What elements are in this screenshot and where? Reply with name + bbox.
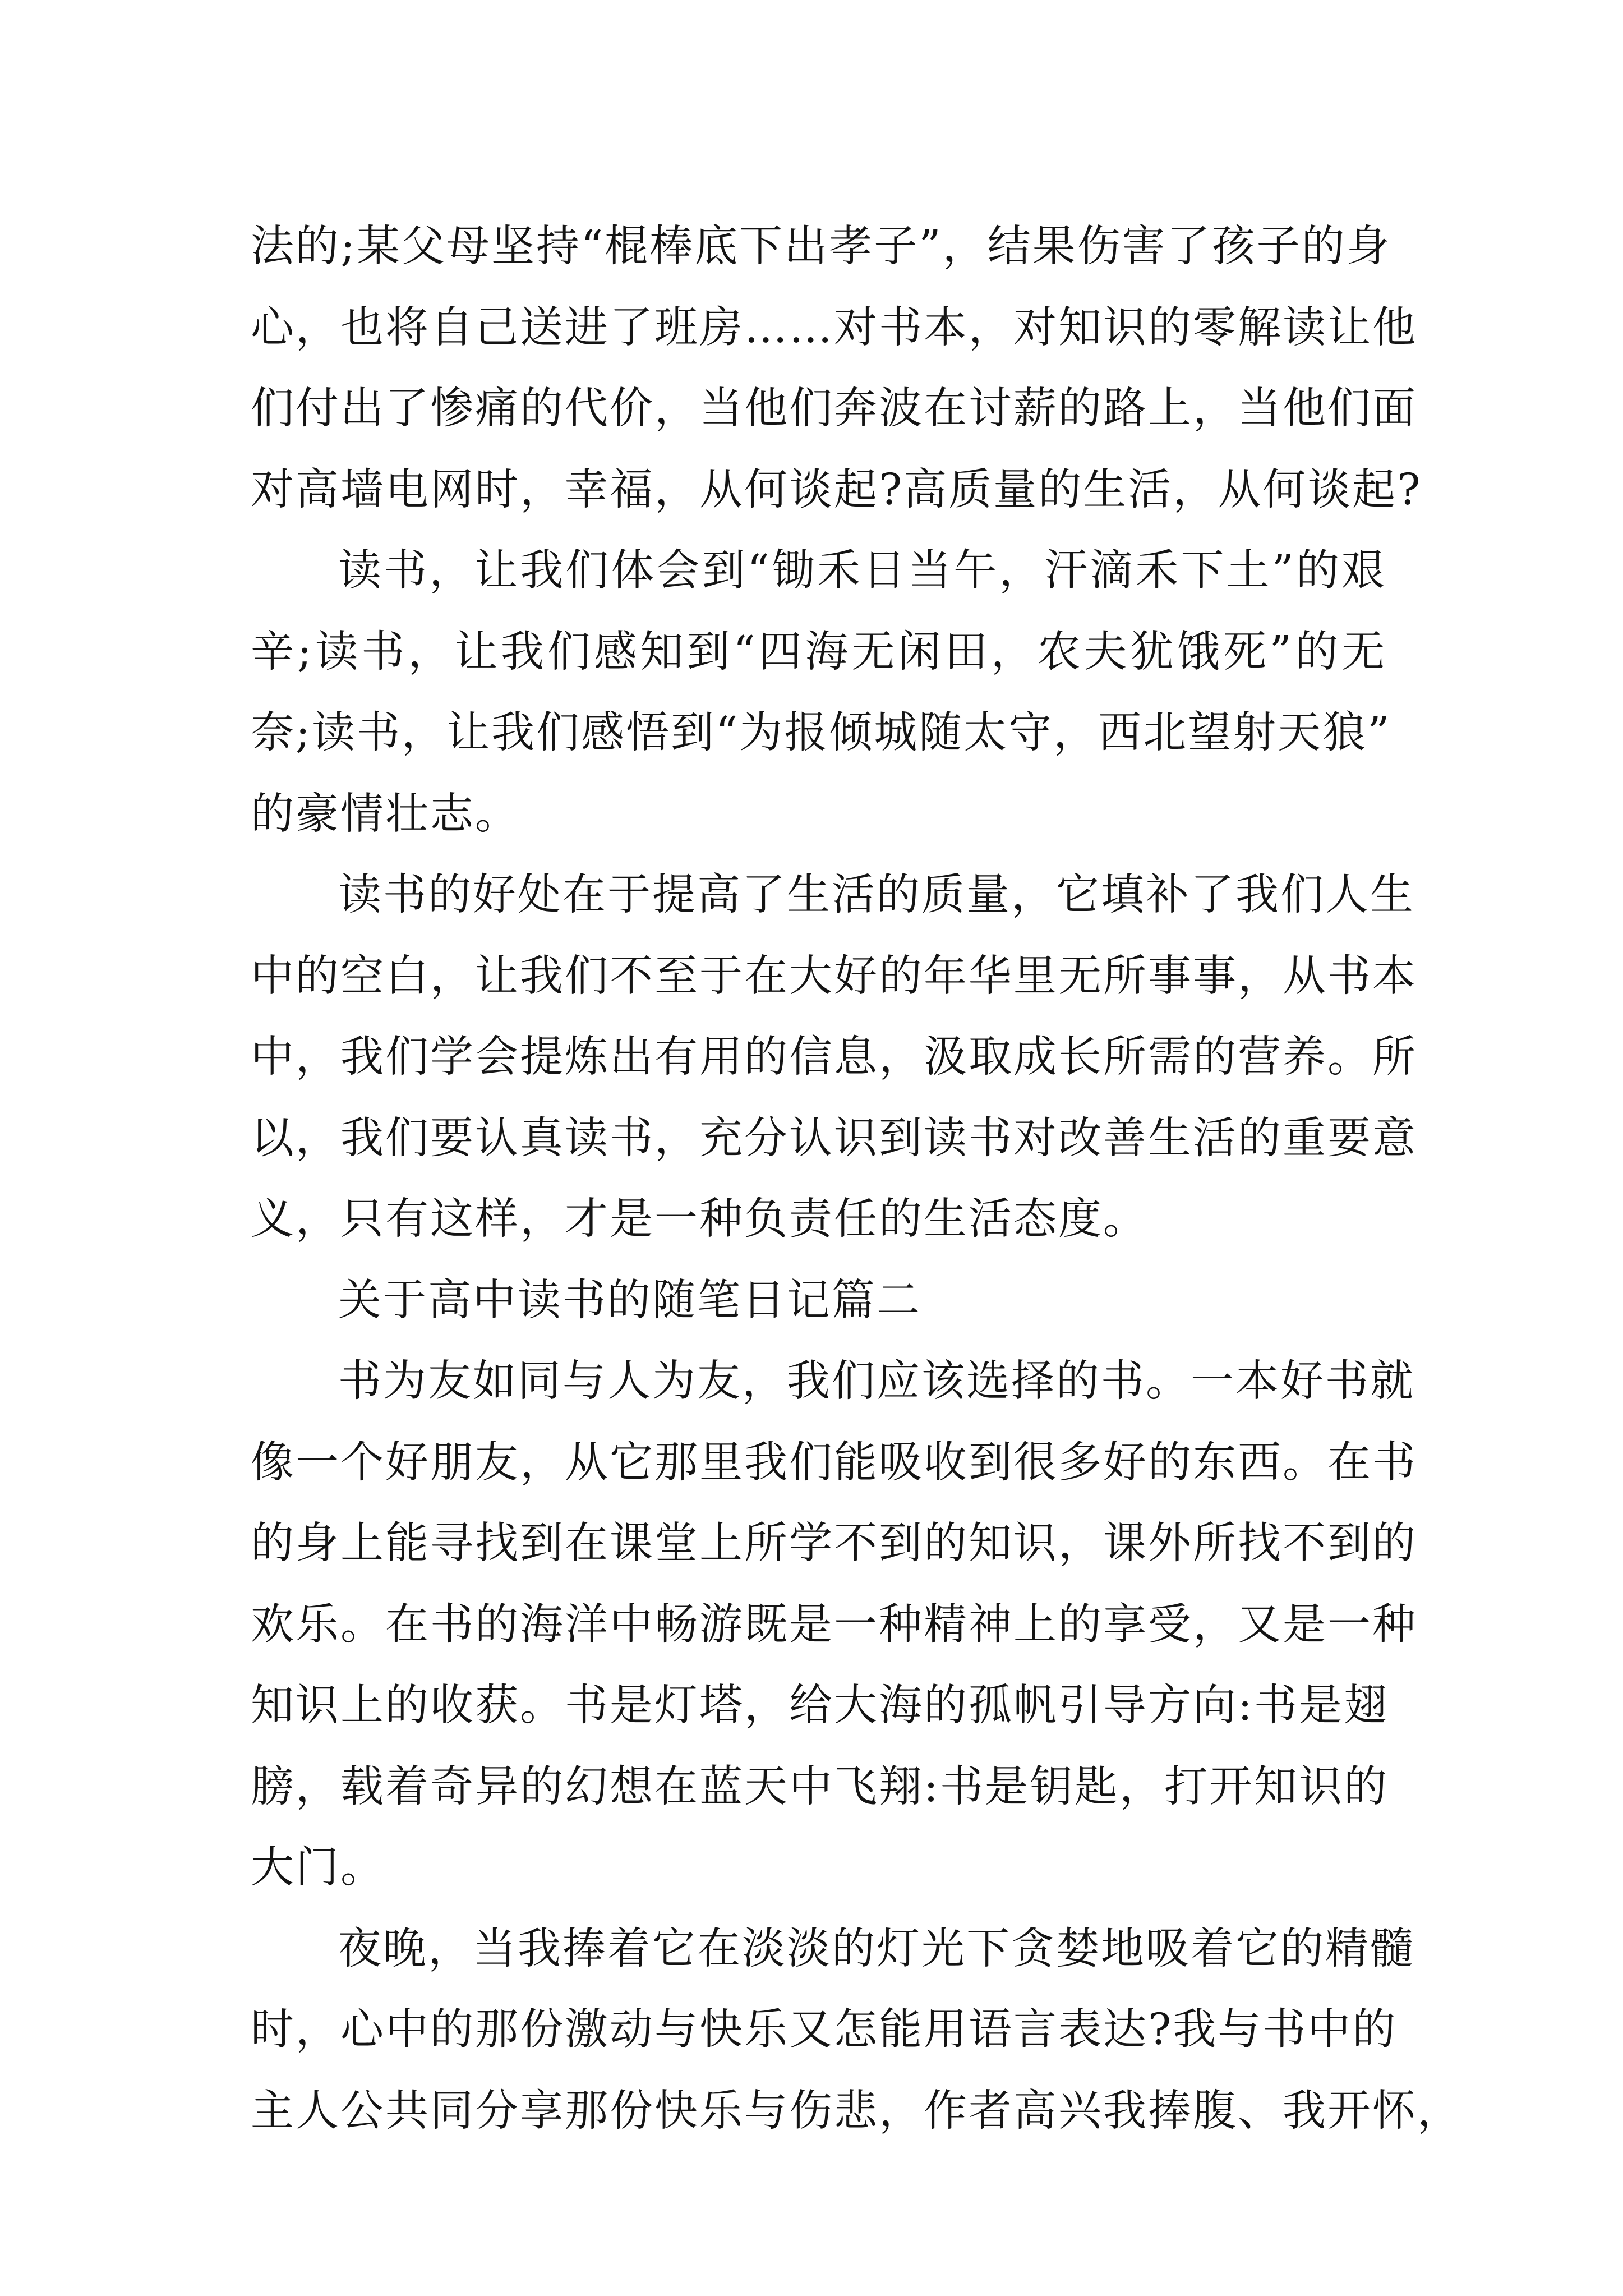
text-line: 义，只有这样，才是一种负责任的生活态度。 — [251, 1194, 1148, 1244]
text-line: 辛;读书，让我们感知到“四海无闲田，农夫犹饿死”的无 — [251, 627, 1386, 677]
paragraph-first-line: 读书的好处在于提高了生活的质量，它填补了我们人生 — [338, 870, 1415, 920]
text-line: 以，我们要认真读书，充分认识到读书对改善生活的重要意 — [251, 1113, 1417, 1163]
text-line: 中，我们学会提炼出有用的信息，汲取成长所需的营养。所 — [251, 1032, 1417, 1082]
text-line: 对高墙电网时，幸福，从何谈起?高质量的生活，从何谈起? — [251, 464, 1422, 515]
text-line: 们付出了惨痛的代价，当他们奔波在讨薪的路上，当他们面 — [251, 384, 1417, 434]
text-line: 法的;某父母坚持“棍棒底下出孝子”，结果伤害了孩子的身 — [251, 222, 1391, 272]
text-line: 中的空白，让我们不至于在大好的年华里无所事事，从书本 — [251, 951, 1417, 1001]
text-line: 膀，载着奇异的幻想在蓝天中飞翔:书是钥匙，打开知识的 — [251, 1761, 1389, 1812]
text-line: 知识上的收获。书是灯塔，给大海的孤帆引导方向:书是翅 — [251, 1681, 1389, 1731]
text-line: 奈;读书，让我们感悟到“为报倾城随太守，西北望射天狼” — [251, 708, 1391, 758]
text-line: 的豪情壮志。 — [251, 789, 520, 839]
body-text — [251, 206, 1462, 2152]
paragraph-first-line: 读书，让我们体会到“锄禾日当午，汗滴禾下土”的艰 — [338, 546, 1386, 596]
text-line: 欢乐。在书的海洋中畅游既是一种精神上的享受，又是一种 — [251, 1599, 1417, 1650]
text-line: 像一个好朋友，从它那里我们能吸收到很多好的东西。在书 — [251, 1437, 1417, 1488]
text-line: 心，也将自己送进了班房……对书本，对知识的零解读让他 — [251, 302, 1417, 353]
paragraph-first-line: 夜晚，当我捧着它在淡淡的灯光下贪婪地吸着它的精髓 — [338, 1924, 1415, 1974]
text-line: 时，心中的那份激动与快乐又怎能用语言表达?我与书中的 — [251, 2005, 1398, 2055]
section-heading: 关于高中读书的随笔日记篇二 — [338, 1275, 921, 1326]
text-line: 主人公共同分享那份快乐与伤悲，作者高兴我捧腹、我开怀， — [251, 2086, 1462, 2136]
text-line: 大门。 — [251, 1843, 385, 1893]
paragraph-first-line: 书为友如同与人为友，我们应该选择的书。一本好书就 — [338, 1356, 1415, 1406]
text-line: 的身上能寻找到在课堂上所学不到的知识，课外所找不到的 — [251, 1519, 1417, 1568]
